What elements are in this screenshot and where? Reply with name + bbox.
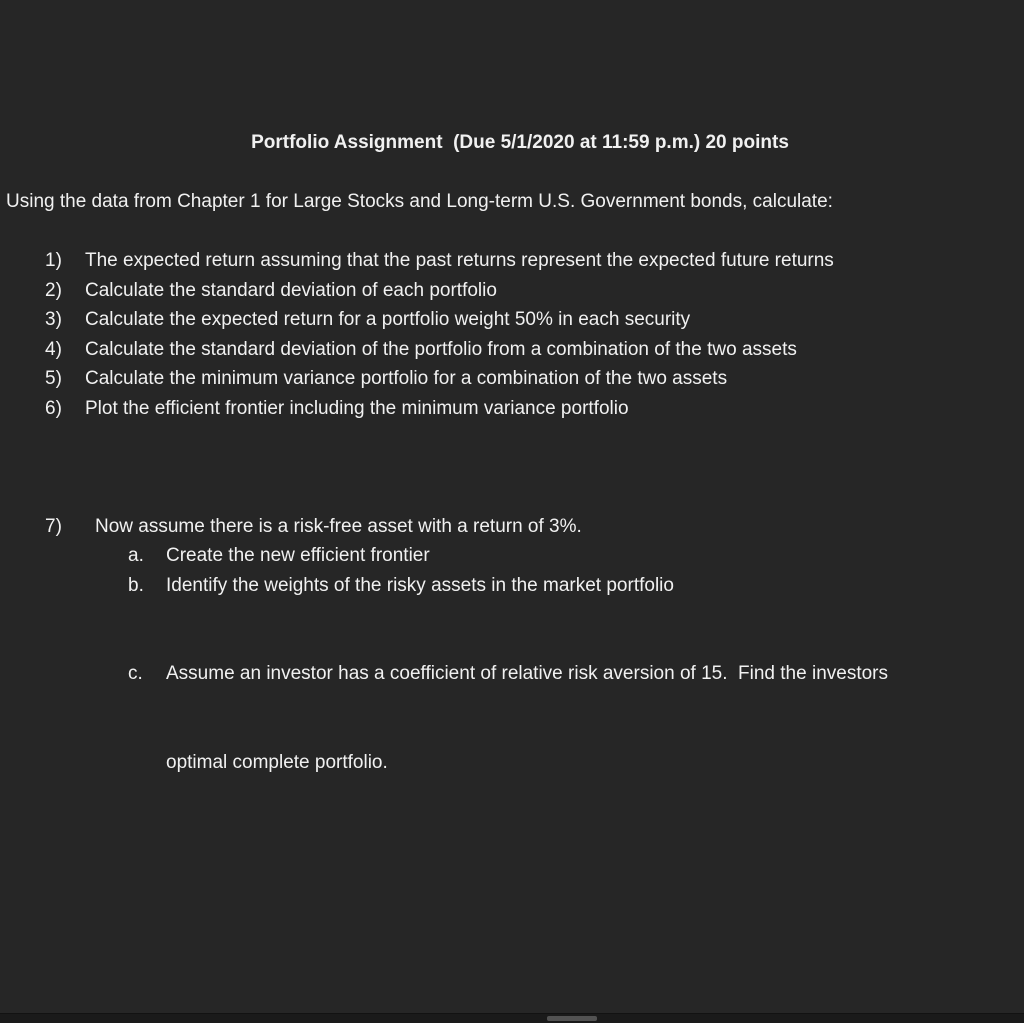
list-item-2 bbox=[0, 276, 1024, 306]
list-item-text: Now assume there is a risk-free asset with a return of 3%. bbox=[95, 515, 582, 537]
lettered-sub-list bbox=[0, 541, 1024, 836]
sub-item-text: Identify the weights of the risky assets in the market portfolio bbox=[166, 574, 674, 596]
list-item-number: 6) bbox=[45, 397, 62, 419]
list-item-6 bbox=[0, 394, 1024, 424]
list-item-number: 3) bbox=[45, 309, 62, 330]
sub-item-a bbox=[0, 541, 1024, 571]
list-item-text: Calculate the minimum variance portfolio for a combination of the two assets bbox=[85, 368, 728, 389]
list-item-text: Plot the efficient frontier including the minimum variance portfolio bbox=[85, 397, 629, 419]
list-item-text: Calculate the expected return for a portfolio weight 50% in each security bbox=[85, 309, 691, 330]
list-item-4 bbox=[0, 335, 1024, 365]
list-item-7 bbox=[0, 512, 1024, 542]
list-item-number: 5) bbox=[45, 368, 62, 389]
numbered-list bbox=[0, 246, 1024, 423]
list-item-number: 1) bbox=[45, 250, 62, 271]
sub-item-text: Create the new efficient frontier bbox=[166, 545, 430, 566]
document-content bbox=[0, 128, 1024, 836]
horizontal-scrollbar-thumb[interactable] bbox=[547, 1016, 597, 1021]
sub-item-letter: b. bbox=[128, 574, 144, 596]
sub-item-c bbox=[0, 600, 1024, 836]
sub-item-letter: a. bbox=[128, 545, 144, 566]
list-item-number: 7) bbox=[45, 515, 62, 537]
list-item-3 bbox=[0, 305, 1024, 335]
sub-item-first-line bbox=[0, 659, 1024, 689]
assignment-title: Portfolio Assignment (Due 5/1/2020 at 11:59 p.m.) 20 points bbox=[251, 132, 789, 153]
list-item-1 bbox=[0, 246, 1024, 276]
list-item-number: 4) bbox=[45, 338, 62, 360]
list-item-text: Calculate the standard deviation of the portfolio from a combination of the two assets bbox=[85, 338, 797, 360]
horizontal-scrollbar-track[interactable] bbox=[0, 1013, 1024, 1023]
sub-item-letter: c. bbox=[128, 663, 143, 684]
list-item-number: 2) bbox=[45, 279, 62, 301]
list-item-text: The expected return assuming that the past returns represent the expected future returns bbox=[85, 250, 834, 271]
list-item-5 bbox=[0, 364, 1024, 394]
sub-item-b bbox=[0, 571, 1024, 601]
sub-item-text: Assume an investor has a coefficient of relative risk aversion of 15. Find the investors bbox=[166, 663, 888, 684]
sub-item-continuation-line: optimal complete portfolio. bbox=[166, 751, 388, 773]
list-item-text: Calculate the standard deviation of each portfolio bbox=[85, 279, 497, 301]
intro-paragraph: Using the data from Chapter 1 for Large Stocks and Long-term U.S. Government bonds, calculate: bbox=[6, 191, 833, 212]
